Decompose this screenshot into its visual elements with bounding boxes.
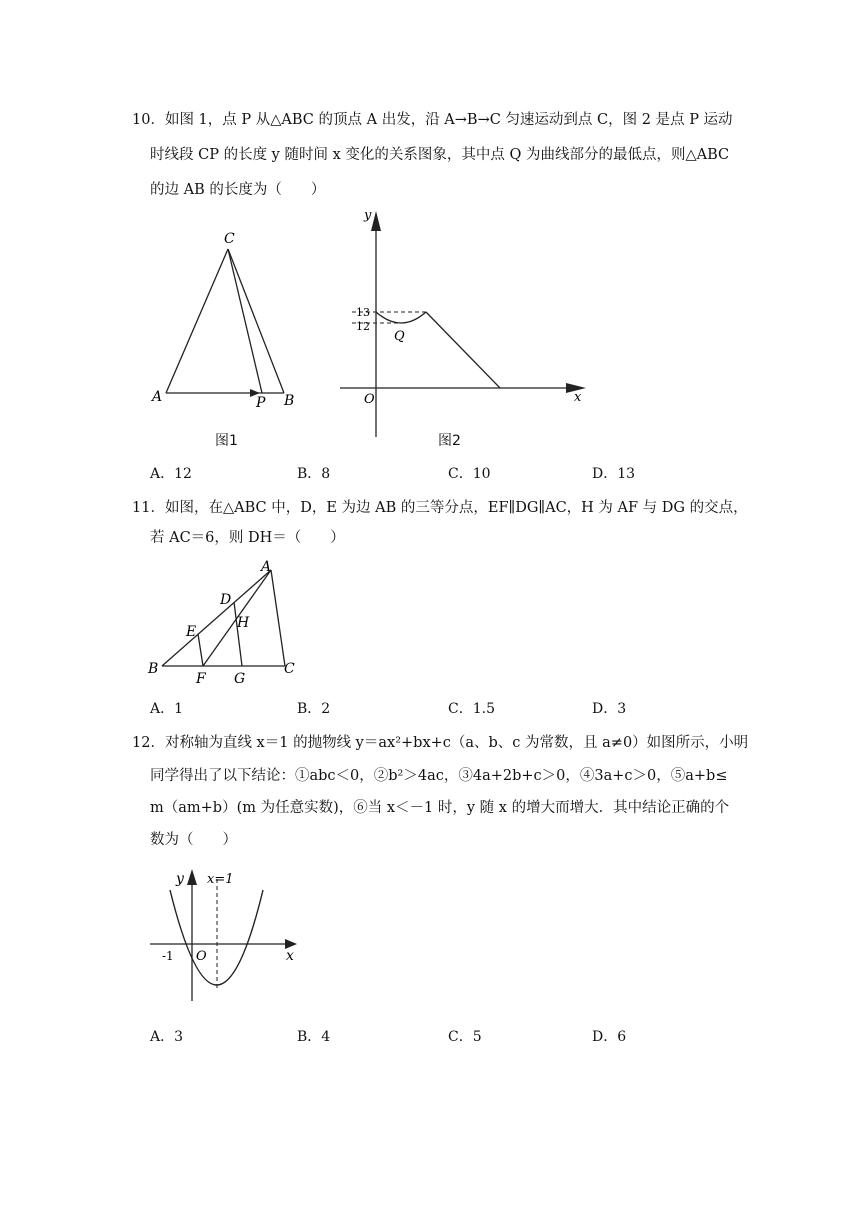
q11-option-b[interactable]: B．2	[297, 701, 331, 717]
origin-label: O	[196, 949, 207, 964]
label-C: C	[284, 661, 295, 677]
origin-label: O	[364, 392, 375, 407]
q11-option-a[interactable]: A．1	[150, 701, 184, 717]
label-C: C	[224, 231, 235, 247]
label-B: B	[284, 393, 295, 409]
q12-option-c[interactable]: C．5	[448, 1029, 482, 1045]
q11-text-line2: 若 AC＝6，则 DH＝（ ）	[150, 530, 345, 546]
label-A: A	[261, 559, 272, 575]
label-H: H	[237, 615, 250, 631]
tick-minus-1: -1	[162, 949, 174, 963]
q11-figure	[140, 555, 310, 690]
label-A: A	[152, 389, 163, 405]
label-F: F	[196, 671, 206, 687]
q11-option-c[interactable]: C．1.5	[448, 701, 495, 717]
q11-option-d[interactable]: D．3	[592, 701, 627, 717]
q10-option-b[interactable]: B．8	[297, 466, 331, 482]
q10-option-c[interactable]: C．10	[448, 466, 491, 482]
q12-option-a[interactable]: A．3	[150, 1029, 184, 1045]
axis-x-label: x	[574, 390, 582, 405]
q10-text-line3: 的边 AB 的长度为（ ）	[150, 182, 326, 198]
symmetry-axis-label: x=1	[207, 872, 234, 887]
q12-option-b[interactable]: B．4	[297, 1029, 331, 1045]
q10-figure-2	[330, 205, 590, 445]
q11-text-line1: 11．如图，在△ABC 中，D，E 为边 AB 的三等分点，EF∥DG∥AC，H 为 AF 与 DG 的交点，	[132, 500, 748, 516]
fig2-caption: 图2	[438, 433, 461, 449]
q12-text-line2: 同学得出了以下结论：①abc＜0，②b²＞4ac，③4a+2b+c＞0，④3a+c＞0，⑤a+b≤	[150, 768, 728, 784]
q10-text-line1: 10．如图 1，点 P 从△ABC 的顶点 A 出发，沿 A→B→C 匀速运动到点 C，图 2 是点 P 运动	[132, 112, 733, 128]
q10-option-a[interactable]: A．12	[150, 466, 192, 482]
tick-13: 13	[356, 306, 370, 319]
q10-option-d[interactable]: D．13	[592, 466, 636, 482]
q12-text-line3: m（am+b）(m 为任意实数)，⑥当 x＜－1 时，y 随 x 的增大而增大．其中结论正确的个	[150, 800, 730, 816]
tick-12: 12	[356, 320, 370, 333]
label-G: G	[234, 671, 246, 687]
q12-text-line1: 12．对称轴为直线 x＝1 的抛物线 y＝ax²+bx+c（a、b、c 为常数，且 a≠0）如图所示，小明	[132, 735, 749, 751]
axis-y-label: y	[364, 208, 372, 223]
label-E: E	[186, 624, 197, 640]
q12-option-d[interactable]: D．6	[592, 1029, 627, 1045]
q12-figure	[140, 865, 310, 1010]
label-P: P	[256, 395, 266, 411]
axis-x-label: x	[286, 948, 294, 964]
q12-text-line4: 数为（ ）	[150, 832, 237, 848]
q10-figure-1	[140, 225, 310, 415]
label-Q: Q	[394, 329, 405, 344]
label-B: B	[148, 661, 159, 677]
q10-text-line2: 时线段 CP 的长度 y 随时间 x 变化的关系图象，其中点 Q 为曲线部分的最低点，则△ABC	[150, 147, 730, 163]
label-D: D	[220, 592, 232, 608]
axis-y-label: y	[176, 871, 184, 887]
curve-segment	[376, 312, 426, 323]
fig1-caption: 图1	[215, 433, 238, 449]
